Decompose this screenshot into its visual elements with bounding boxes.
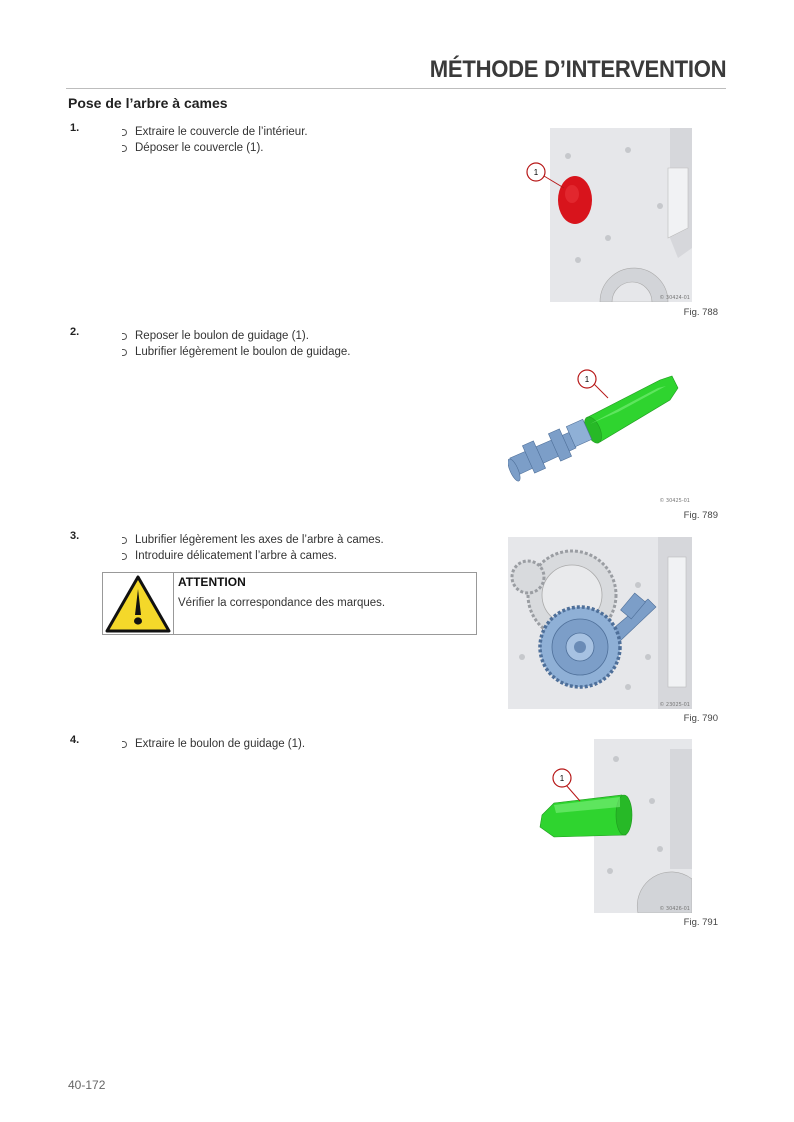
step-2-instructions	[122, 328, 350, 360]
instruction-item: Lubrifier légèrement les axes de l’arbre à cames.	[122, 532, 384, 548]
warning-triangle-icon	[105, 575, 171, 633]
figure-caption: Fig. 788	[683, 307, 718, 318]
step-3-instructions	[122, 532, 384, 564]
attention-box	[102, 572, 477, 635]
figure-callout-number: 1	[584, 375, 590, 384]
figure-791-guide-bolt-removal-illustration	[520, 739, 692, 913]
header-divider	[66, 88, 726, 89]
figure-code: © 30424-01	[659, 295, 690, 301]
figure-caption: Fig. 789	[683, 510, 718, 521]
page-number: 40-172	[68, 1078, 106, 1092]
instruction-item: Lubrifier légèrement le boulon de guidage.	[122, 344, 350, 360]
instruction-item: Déposer le couvercle (1).	[122, 140, 308, 156]
figure-789-guide-bolt-illustration	[508, 366, 692, 506]
attention-title: ATTENTION	[178, 575, 246, 589]
figure-code: © 30425-01	[659, 498, 690, 504]
step-number-1: 1.	[70, 122, 80, 134]
figure-callout-number: 1	[559, 774, 565, 783]
step-number-4: 4.	[70, 734, 80, 746]
figure-caption: Fig. 791	[683, 917, 718, 928]
instruction-item: Extraire le boulon de guidage (1).	[122, 736, 305, 752]
figure-790-camshaft-illustration	[508, 537, 692, 709]
instruction-item: Introduire délicatement l’arbre à cames.	[122, 548, 384, 564]
figure-code: © 30426-01	[659, 906, 690, 912]
step-number-2: 2.	[70, 326, 80, 338]
step-number-3: 3.	[70, 530, 80, 542]
attention-message: Vérifier la correspondance des marques.	[178, 597, 386, 609]
section-title: Pose de l’arbre à cames	[68, 95, 228, 111]
attention-text-cell	[174, 573, 389, 634]
figure-caption: Fig. 790	[683, 713, 718, 724]
instruction-item: Extraire le couvercle de l’intérieur.	[122, 124, 308, 140]
page-header-title: MÉTHODE D’INTERVENTION	[429, 56, 726, 83]
figure-callout-number: 1	[533, 168, 539, 177]
figure-788-cover-illustration	[520, 128, 692, 302]
figure-code: © 23025-01	[659, 702, 690, 708]
instruction-item: Reposer le boulon de guidage (1).	[122, 328, 350, 344]
step-1-instructions	[122, 124, 308, 156]
attention-icon-cell	[103, 573, 174, 634]
step-4-instructions	[122, 736, 305, 752]
